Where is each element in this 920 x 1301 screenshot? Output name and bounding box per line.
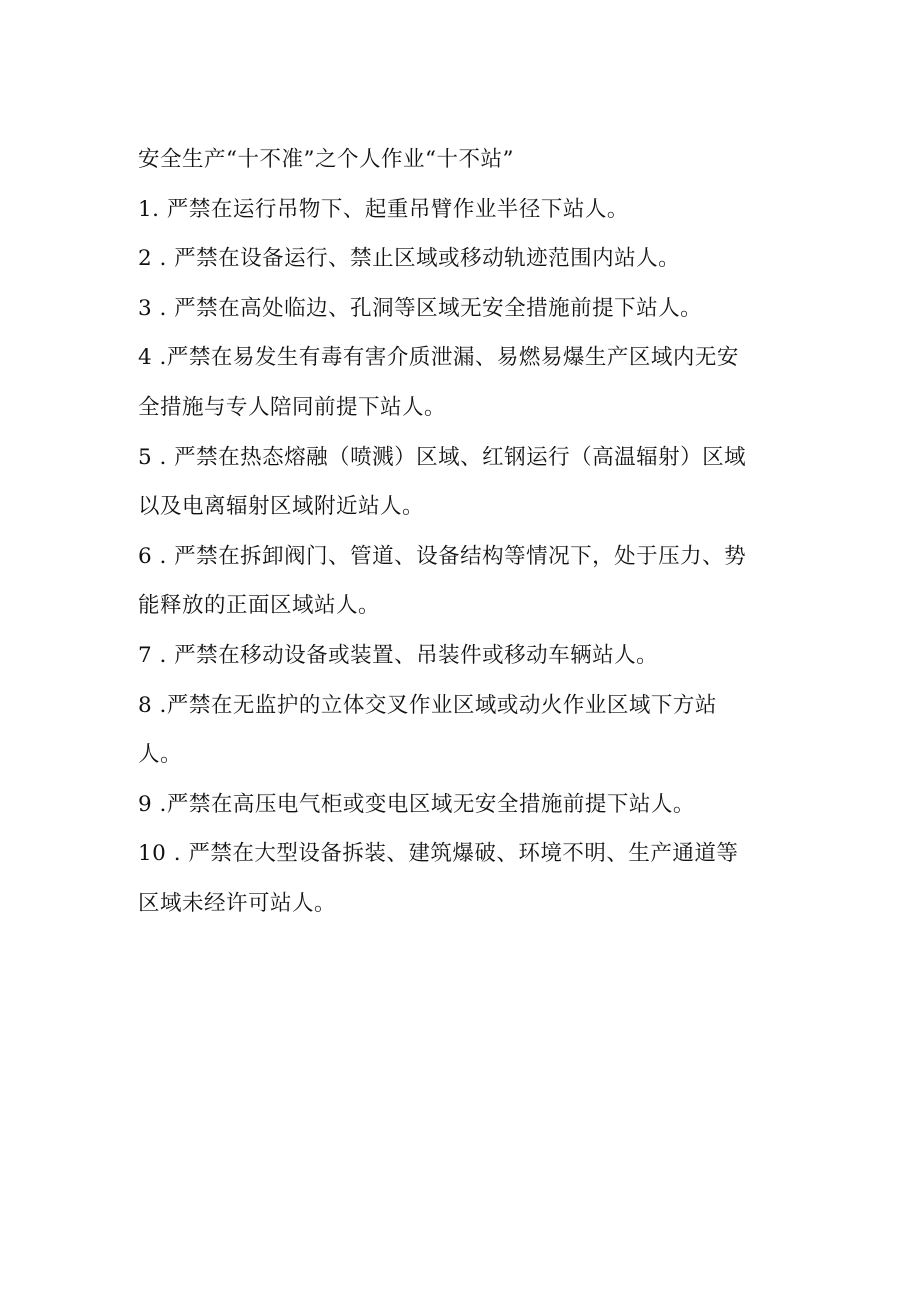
document-body	[138, 135, 783, 929]
rule-1-line: 1. 严禁在运行吊物下、起重吊臂作业半径下站人。	[138, 196, 629, 222]
rule-6-line-1: 6 . 严禁在拆卸阀门、管道、设备结构等情况下，处于压力、势	[138, 543, 747, 569]
rule-2-line: 2 . 严禁在设备运行、禁止区域或移动轨迹范围内站人。	[138, 246, 681, 272]
rule-4-line-2: 全措施与专人陪同前提下站人。	[138, 394, 447, 420]
rule-9-line: 9 .严禁在高压电气柜或变电区域无安全措施前提下站人。	[138, 791, 695, 817]
rule-10-line-2: 区域未经许可站人。	[138, 890, 337, 916]
rule-8-line-1: 8 .严禁在无监护的立体交叉作业区域或动火作业区域下方站	[138, 692, 717, 718]
rule-3-line: 3 . 严禁在高处临边、孔洞等区域无安全措施前提下站人。	[138, 295, 703, 321]
rule-5-line-1: 5 . 严禁在热态熔融（喷溅）区域、红钢运行（高温辐射）区域	[138, 444, 747, 470]
rule-10-line-1: 10 . 严禁在大型设备拆装、建筑爆破、环境不明、生产通道等	[138, 841, 739, 867]
rule-7-line: 7 . 严禁在移动设备或装置、吊装件或移动车辆站人。	[138, 642, 659, 668]
rule-5-line-2: 以及电离辐射区域附近站人。	[138, 494, 425, 520]
rule-4-line-1: 4 .严禁在易发生有毒有害介质泄漏、易燃易爆生产区域内无安	[138, 345, 739, 371]
document-title: 安全生产“十不准”之个人作业“十不站”	[138, 147, 514, 172]
rule-8-line-2: 人。	[138, 742, 183, 768]
rule-6-line-2: 能释放的正面区域站人。	[138, 593, 381, 619]
